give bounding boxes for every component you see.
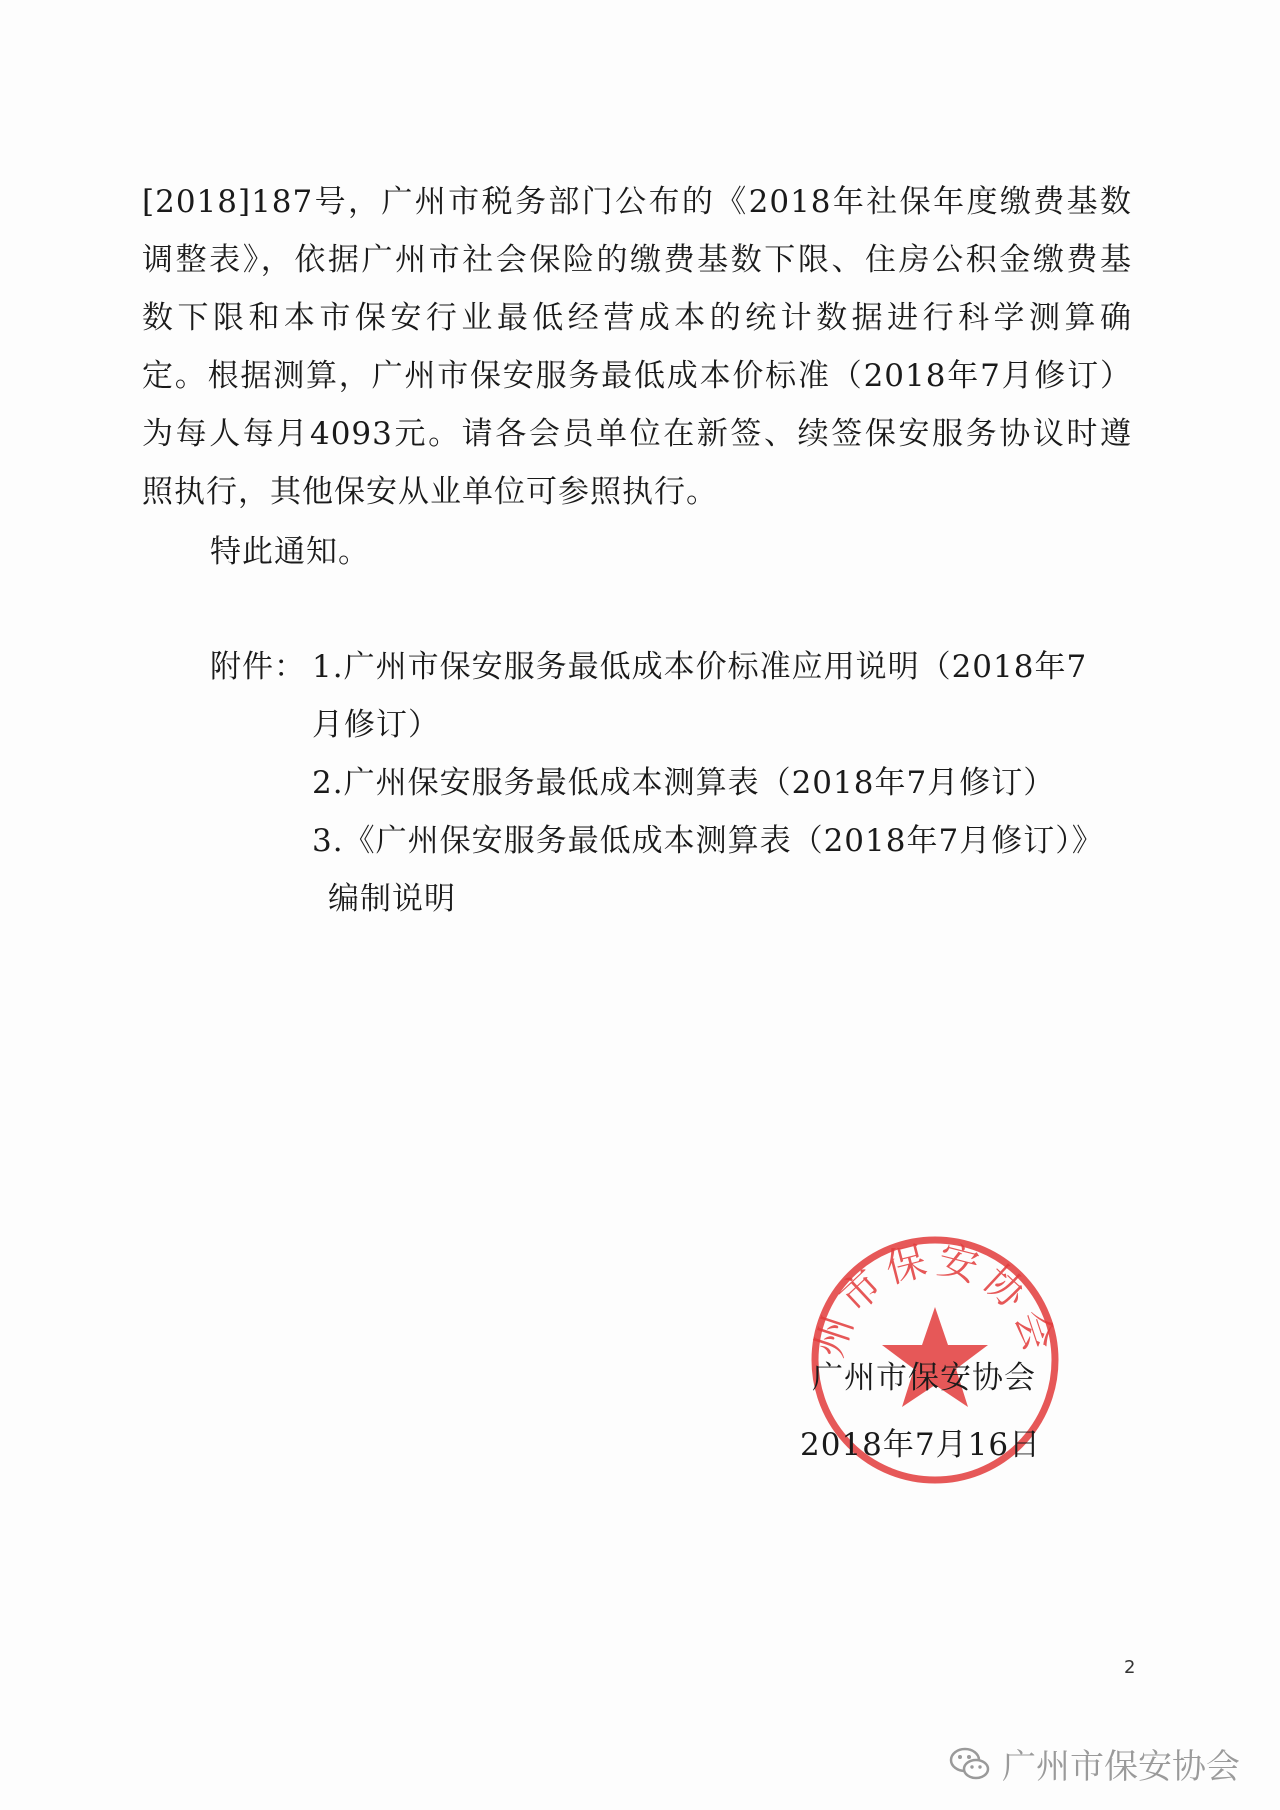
paragraph-line-4: 定。根据测算，广州市保安服务最低成本价标准（2018年7月修订） <box>142 358 1132 394</box>
svg-text:州市保安协会: 州市保安协会 <box>806 1236 1064 1363</box>
signature-date: 2018年7月16日 <box>800 1427 1042 1463</box>
attachment-2: 2.广州保安服务最低成本测算表（2018年7月修订） <box>312 765 1056 801</box>
paragraph-line-1: [2018]187号，广州市税务部门公布的《2018年社保年度缴费基数 <box>142 184 1132 220</box>
attachment-1-line-2: 月修订） <box>312 707 440 743</box>
attachment-3-line-2: 编制说明 <box>328 881 456 917</box>
paragraph-line-2: 调整表》，依据广州市社会保险的缴费基数下限、住房公积金缴费基 <box>142 242 1132 278</box>
attachment-3-line-1: 3.《广州保安服务最低成本测算表（2018年7月修订）》 <box>312 823 1104 859</box>
paragraph-line-3: 数下限和本市保安行业最低经营成本的统计数据进行科学测算确 <box>142 300 1132 336</box>
watermark-text: 广州市保安协会 <box>1002 1747 1240 1787</box>
attachments-label: 附件： <box>210 649 306 685</box>
paragraph-line-6: 照执行，其他保安从业单位可参照执行。 <box>142 474 718 510</box>
paragraph-line-5: 为每人每月4093元。请各会员单位在新签、续签保安服务协议时遵 <box>142 416 1132 452</box>
closing-text: 特此通知。 <box>210 534 370 570</box>
wechat-watermark <box>948 1739 1240 1788</box>
signature-organization: 广州市保安协会 <box>812 1360 1036 1396</box>
attachment-1-line-1: 1.广州市保安服务最低成本价标准应用说明（2018年7 <box>312 649 1088 685</box>
page-number: 2 <box>1124 1657 1136 1678</box>
wechat-icon <box>948 1742 992 1786</box>
